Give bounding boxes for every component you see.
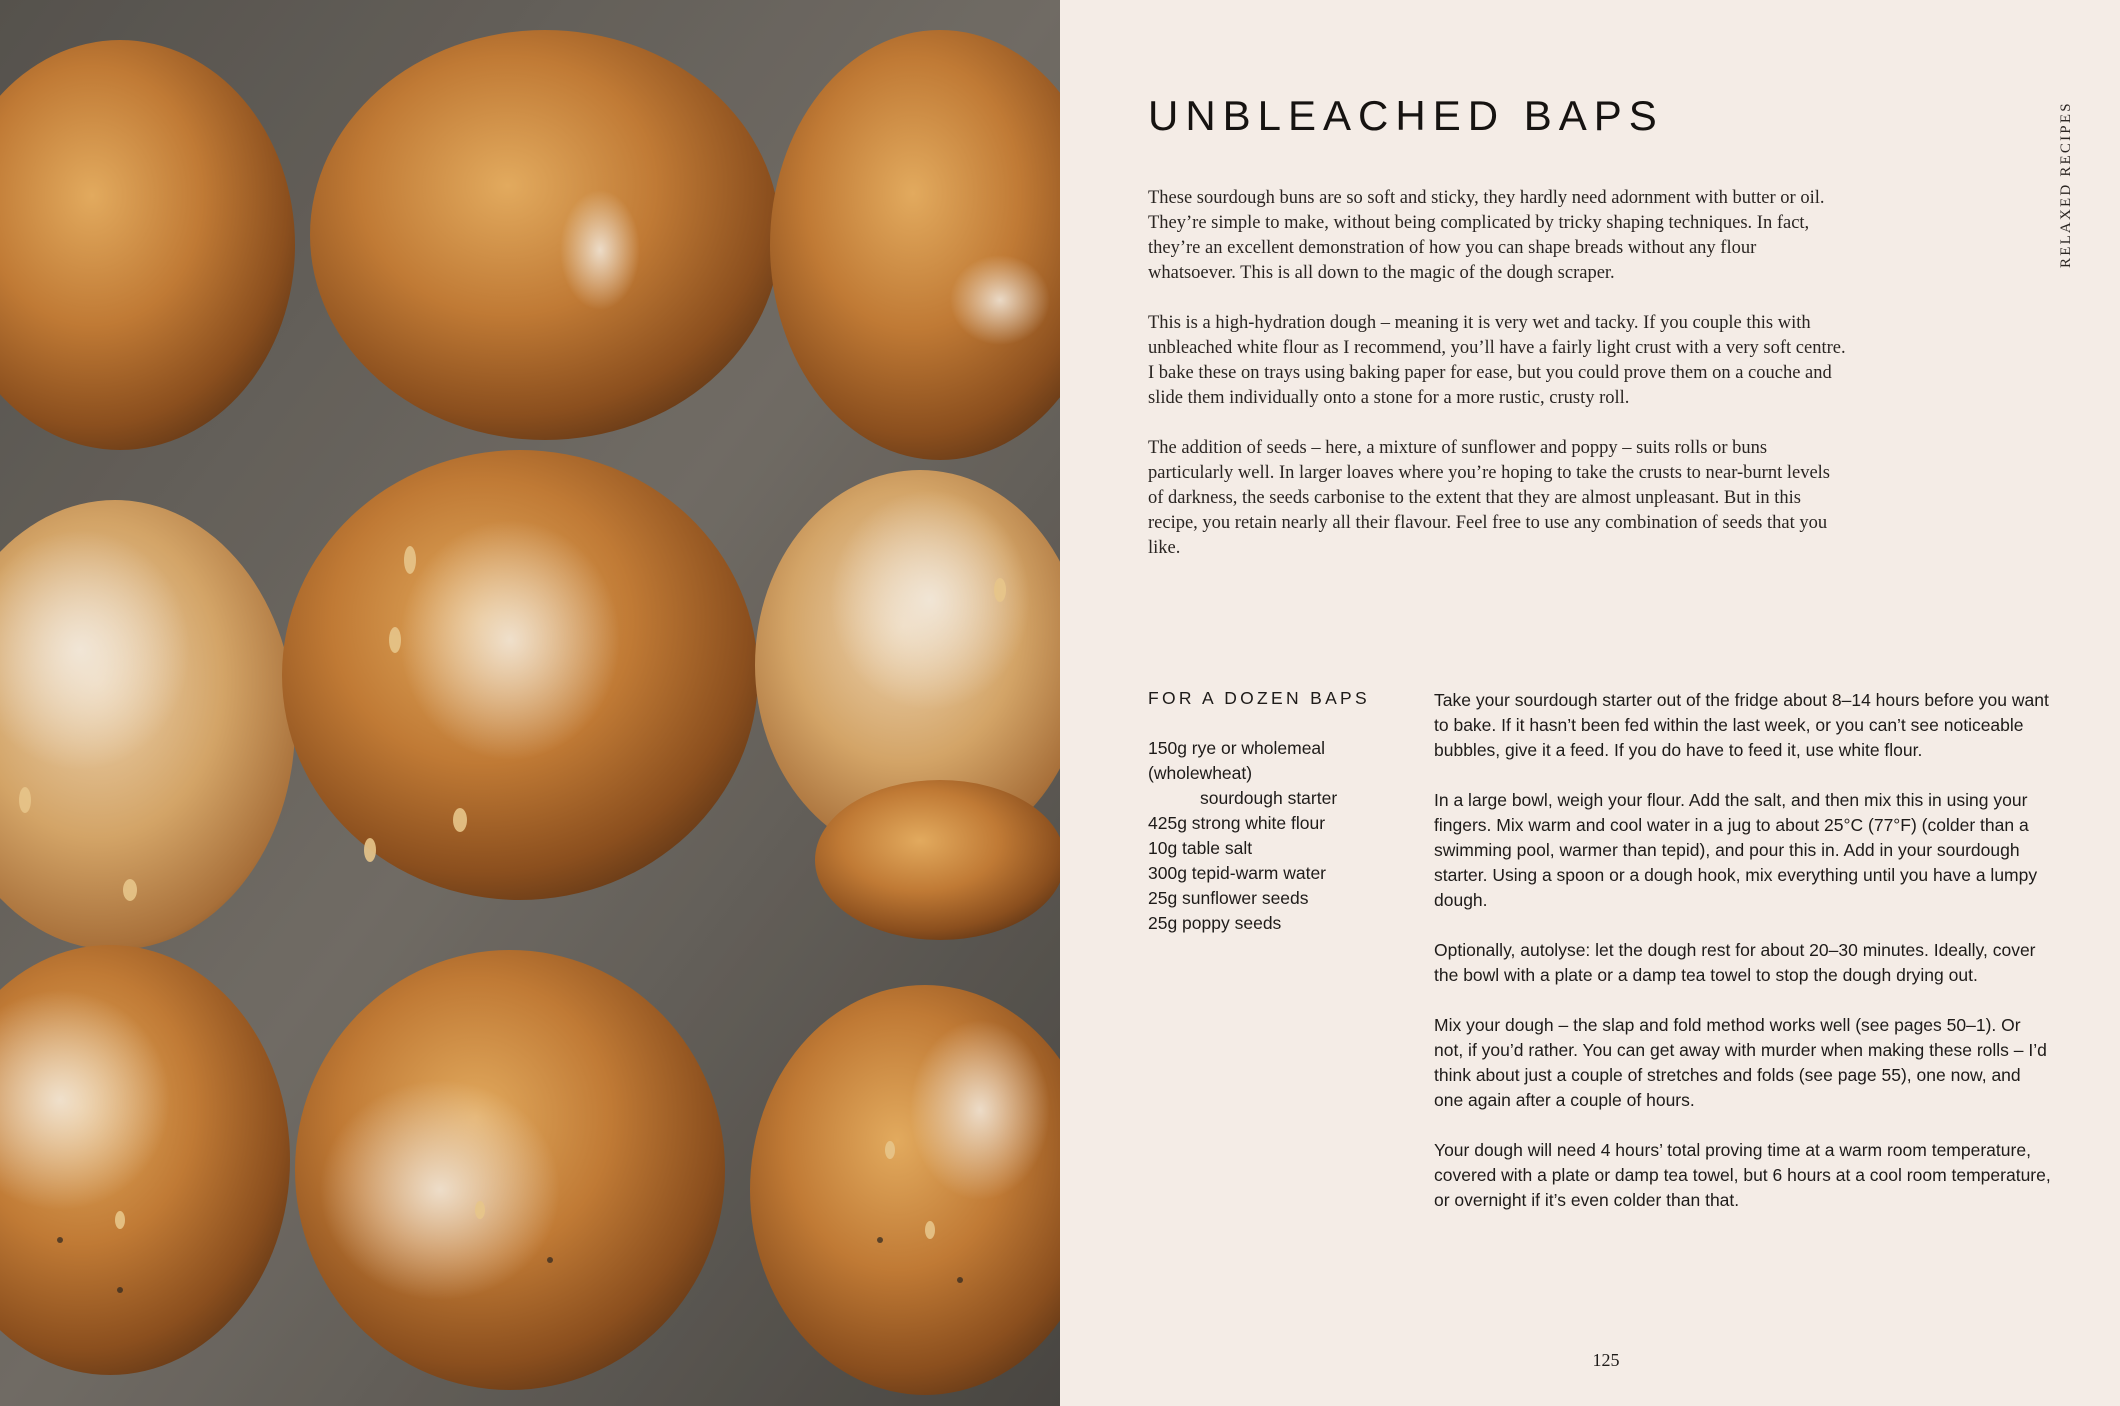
ingredient-item: 25g sunflower seeds [1148, 888, 1309, 908]
ingredient-item: 425g strong white flour [1148, 813, 1326, 833]
intro-paragraph: These sourdough buns are so soft and sticky, they hardly need adornment with butter or oil. They’re simple to make, without being complicated by tricky shaping techniques. In fact, they’re an excellent demonstration of how you can shape breads without any flour whatsoever. This is all down to the magic of the dough scraper. [1148, 188, 1825, 283]
ingredient-item: 300g tepid-warm water [1148, 863, 1326, 883]
intro-paragraph: The addition of seeds – here, a mixture of sunflower and poppy – suits rolls or buns particularly well. In larger loaves where you’re hoping to take the crusts to near-burnt levels of darkness, the seeds carbonise to the extent that they are almost unpleasant. But in this recipe, you retain nearly all their flavour. Feel free to use any combination of seeds that you like. [1148, 438, 1831, 558]
section-label: RELAXED RECIPES [2058, 101, 2074, 268]
intro-paragraph: This is a high-hydration dough – meaning it is very wet and tacky. If you couple this with unbleached white flour as I recommend, you’ll have a fairly light crust with a very soft centre. I bake these on trays using baking paper for ease, but you could prove them on a couche and slide them individually onto a stone for a more rustic, crusty roll. [1148, 313, 1846, 408]
page-number: 125 [1592, 1350, 1620, 1370]
method-step: In a large bowl, weigh your flour. Add the salt, and then mix this in using your fingers. Mix warm and cool water in a jug to about 25°C (77°F) (colder than a swimming pool, warmer than tepid), and pour this in. Add in your sourdough starter. Using a spoon or a dough hook, mix everything until you have a lumpy dough. [1434, 790, 2038, 910]
method-step: Your dough will need 4 hours’ total proving time at a warm room temperature, covered with a plate or damp tea towel, but 6 hours at a cool room temperature, or overnight if it’s even colder than that. [1434, 1140, 2051, 1210]
method-step: Mix your dough – the slap and fold method works well (see pages 50–1). Or not, if you’d rather. You can get away with murder when making these rolls – I’d think about just a couple of stretches and folds (see page 55), one now, and one again after a couple of hours. [1434, 1015, 2047, 1110]
ingredients-list [1148, 736, 1337, 936]
ingredients-heading: FOR A DOZEN BAPS [1148, 688, 1371, 708]
ingredient-item: 10g table salt [1148, 838, 1253, 858]
recipe-intro [1148, 186, 1848, 586]
recipe-title: UNBLEACHED BAPS [1148, 92, 1664, 139]
ingredient-item: sourdough starter [1200, 788, 1338, 808]
method-steps [1434, 688, 2054, 1238]
ingredient-item: 25g poppy seeds [1148, 913, 1282, 933]
method-step: Optionally, autolyse: let the dough rest for about 20–30 minutes. Ideally, cover the bowl with a plate or a damp tea towel to stop the dough drying out. [1434, 940, 2036, 985]
ingredient-item: (wholewheat) [1148, 763, 1253, 783]
recipe-page [1060, 0, 2120, 1406]
method-step: Take your sourdough starter out of the fridge about 8–14 hours before you want to bake. If it hasn’t been fed within the last week, or you can’t see noticeable bubbles, give it a feed. If you do have to feed it, use white flour. [1434, 690, 2049, 760]
ingredient-item: 150g rye or wholemeal [1148, 738, 1326, 758]
